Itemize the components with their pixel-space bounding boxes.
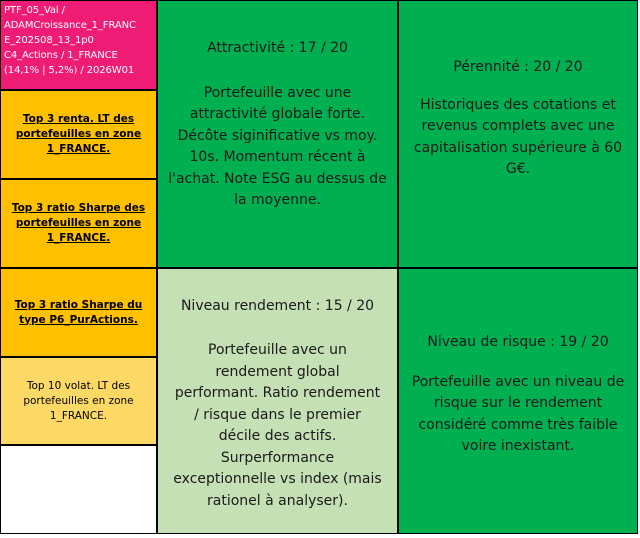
portfolio-header-line: ADAMCroissance_1_FRANC: [4, 20, 136, 31]
ranking-tag-text: Top 3 renta. LT des portefeuilles en zone 1_FRANCE.: [15, 113, 142, 155]
ranking-tag-sharpe-zone: [1, 180, 156, 267]
ranking-tag-volat: [1, 358, 156, 444]
attractivite-cell: [158, 1, 397, 267]
risque-cell: [399, 269, 637, 533]
ranking-tag-sharpe-type: [1, 269, 156, 356]
perennite-cell: [399, 1, 637, 267]
rendement-title: Niveau rendement : 15 / 20: [180, 297, 375, 314]
risque-body: Portefeuille avec un niveau de risque sur le rendement considéré comme très faible voire inexistant.: [411, 373, 625, 455]
ranking-tag-renta: [1, 91, 156, 178]
portfolio-header-line: PTF_05_Val /: [4, 5, 65, 16]
portfolio-header: [1, 1, 156, 89]
risque-title: Niveau de risque : 19 / 20: [427, 334, 609, 351]
rendement-body: Portefeuille avec un rendement global performant. Ratio rendement / risque dans le premier décile des actifs. Surperformance exceptionnelle vs index (mais rationel à analyser).: [173, 342, 382, 509]
portfolio-header-line: E_202508_13_1p0: [4, 35, 94, 46]
portfolio-header-line: (14,1% | 5,2%) / 2026W01: [4, 65, 135, 76]
ranking-tag-text: Top 3 ratio Sharpe du type P6_PurActions.: [14, 298, 143, 326]
portfolio-header-line: C4_Actions / 1_FRANCE: [4, 50, 118, 61]
perennite-title: Pérennité : 20 / 20: [453, 59, 583, 76]
empty-cell: [1, 446, 156, 533]
ranking-tag-text: Top 10 volat. LT des portefeuilles en zone 1_FRANCE.: [23, 379, 134, 422]
ranking-tag-text: Top 3 ratio Sharpe des portefeuilles en zone 1_FRANCE.: [11, 202, 146, 244]
rendement-cell: [158, 269, 397, 533]
attractivite-body: Portefeuille avec une attractivité globale forte. Décôte siginificative vs moy. 10s. Momentum récent à l'achat. Note ESG au dessus de la moyenne.: [168, 84, 387, 209]
attractivite-title: Attractivité : 17 / 20: [207, 40, 348, 57]
perennite-body: Historiques des cotations et revenus complets avec une capitalisation supérieure à 60 G€.: [413, 96, 623, 178]
